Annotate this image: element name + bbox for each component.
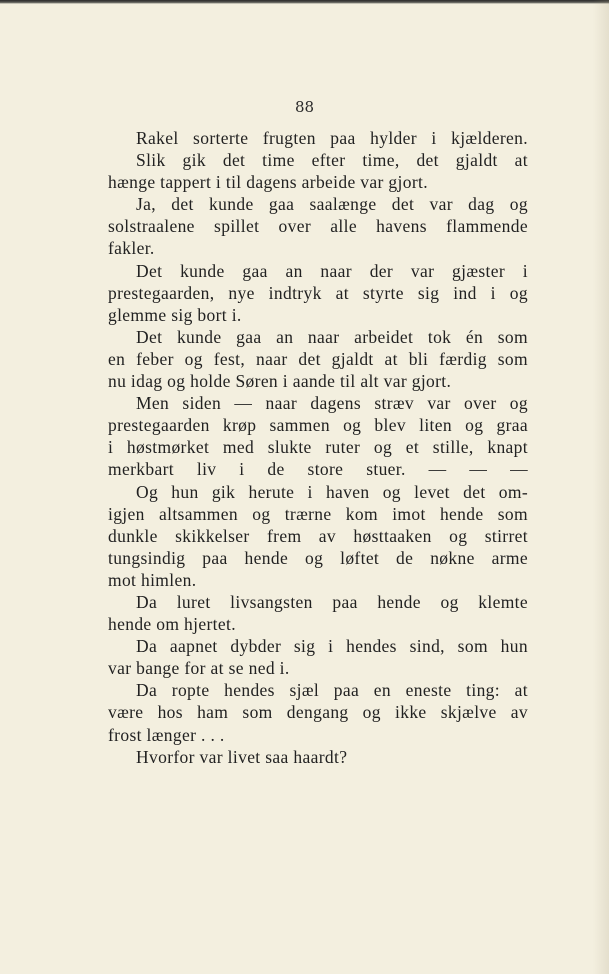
text-line: Da ropte hendes sjæl paa en eneste ting: at	[136, 680, 528, 701]
text-line: Ja, det kunde gaa saalænge det var dag og	[136, 194, 528, 215]
text-line: hende om hjertet.	[108, 614, 236, 635]
page-binding-shadow	[593, 0, 609, 974]
text-line: Det kunde gaa an naar arbeidet tok én som	[136, 326, 528, 347]
text-line: tungsindig paa hende og løftet de nøkne arme	[108, 547, 528, 568]
text-line: frost længer . . .	[108, 724, 225, 745]
text-line: solstraalene spillet over alle havens flammende	[108, 216, 528, 237]
text-line: Da luret livsangsten paa hende og klemte	[136, 591, 528, 612]
text-line: nu idag og holde Søren i aande til alt var gjort.	[108, 371, 452, 392]
text-line: i høstmørket med slukte ruter og et stille, knapt	[108, 437, 528, 458]
text-line: hænge tappert i til dagens arbeide var gjort.	[108, 172, 428, 193]
text-line: Men siden — naar dagens stræv var over og	[136, 393, 528, 414]
page-number: 88	[294, 98, 315, 116]
text-line: dunkle skikkelser frem av høsttaaken og stirret	[108, 525, 528, 546]
text-line: prestegaarden, nye indtryk at styrte sig ind i og	[108, 282, 528, 303]
text-line: være hos ham som dengang og ikke skjælve av	[108, 702, 528, 723]
text-line: glemme sig bort i.	[108, 304, 242, 325]
text-line: Hvorfor var livet saa haardt?	[136, 746, 348, 767]
text-line: merkbart liv i de store stuer. — — —	[108, 459, 528, 480]
text-line: Slik gik det time efter time, det gjaldt at	[136, 150, 528, 171]
text-line: Og hun gik herute i haven og levet det om-	[136, 481, 528, 502]
text-line: en feber og fest, naar det gjaldt at bli færdig som	[108, 348, 528, 369]
body-text	[108, 127, 528, 768]
text-line: Rakel sorterte frugten paa hylder i kjælderen.	[136, 128, 528, 148]
text-line: fakler.	[108, 238, 155, 259]
text-line: mot himlen.	[108, 569, 197, 590]
page-top-edge	[0, 0, 609, 4]
text-line: Da aapnet dybder sig i hendes sind, som hun	[136, 636, 528, 657]
text-line: Det kunde gaa an naar der var gjæster i	[136, 260, 528, 281]
text-line: prestegaarden krøp sammen og blev liten og graa	[108, 415, 528, 436]
text-line: igjen altsammen og trærne kom imot hende som	[108, 503, 528, 524]
text-line: var bange for at se ned i.	[108, 658, 290, 679]
